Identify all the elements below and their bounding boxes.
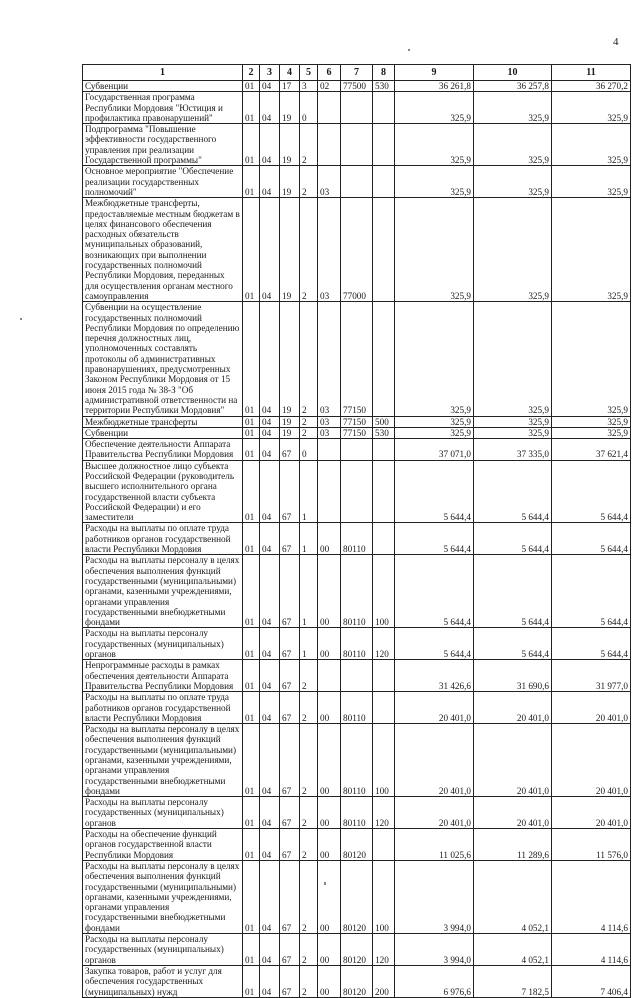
code-subsection: 04 — [260, 124, 280, 166]
code-section: 01 — [243, 460, 260, 523]
amount-col10: 325,9 — [474, 302, 552, 416]
code-section: 01 — [243, 166, 260, 198]
amount-col11: 325,9 — [552, 416, 631, 427]
code-program: 67 — [280, 555, 300, 628]
amount-col11: 20 401,0 — [552, 692, 631, 724]
code-subprogram: 2 — [300, 934, 318, 966]
amount-col10: 20 401,0 — [474, 797, 552, 829]
code-section: 01 — [243, 724, 260, 797]
code-section: 01 — [243, 692, 260, 724]
code-direction: 80120 — [341, 829, 373, 861]
column-header: 1 — [83, 65, 243, 81]
amount-col10: 325,9 — [474, 92, 552, 124]
amount-col10: 325,9 — [474, 416, 552, 427]
row-name: Высшее должностное лицо субъекта Российской Федерации (руководитель высшего исполнительного органа государственной власти субъекта Российской Федерации) и его заместители — [83, 460, 243, 523]
amount-col9: 31 426,6 — [395, 660, 474, 692]
amount-col10: 20 401,0 — [474, 724, 552, 797]
amount-col9: 5 644,4 — [395, 460, 474, 523]
code-activity: 00 — [318, 555, 341, 628]
code-activity: 03 — [318, 198, 341, 302]
code-expense-type: 120 — [373, 628, 395, 660]
code-program: 67 — [280, 660, 300, 692]
column-header: 2 — [243, 65, 260, 81]
code-activity: 00 — [318, 628, 341, 660]
budget-table — [82, 64, 631, 998]
code-subsection: 04 — [260, 660, 280, 692]
table-row — [83, 302, 631, 416]
code-section: 01 — [243, 523, 260, 555]
code-subprogram: 2 — [300, 427, 318, 438]
code-activity — [318, 92, 341, 124]
amount-col9: 20 401,0 — [395, 724, 474, 797]
code-activity: 00 — [318, 934, 341, 966]
amount-col11: 11 576,0 — [552, 829, 631, 861]
code-section: 01 — [243, 934, 260, 966]
amount-col9: 5 644,4 — [395, 628, 474, 660]
code-direction: 80110 — [341, 555, 373, 628]
amount-col11: 20 401,0 — [552, 724, 631, 797]
row-name: Расходы на выплаты персоналу государственных (муниципальных) органов — [83, 628, 243, 660]
column-header: 4 — [280, 65, 300, 81]
table-row — [83, 460, 631, 523]
code-direction — [341, 166, 373, 198]
row-name: Субвенции — [83, 427, 243, 438]
code-program: 19 — [280, 166, 300, 198]
amount-col9: 20 401,0 — [395, 692, 474, 724]
code-activity: 00 — [318, 829, 341, 861]
row-name: Расходы на обеспечение функций органов государственной власти Республики Мордовия — [83, 829, 243, 861]
code-subprogram: 0 — [300, 92, 318, 124]
amount-col9: 325,9 — [395, 92, 474, 124]
code-subsection: 04 — [260, 628, 280, 660]
column-header: 10 — [474, 65, 552, 81]
column-header: 9 — [395, 65, 474, 81]
code-direction: 80110 — [341, 628, 373, 660]
amount-col9: 5 644,4 — [395, 523, 474, 555]
amount-col9: 325,9 — [395, 166, 474, 198]
code-program: 19 — [280, 302, 300, 416]
table-row — [83, 124, 631, 166]
table-row — [83, 628, 631, 660]
amount-col10: 325,9 — [474, 166, 552, 198]
code-program: 67 — [280, 724, 300, 797]
amount-col11: 37 621,4 — [552, 439, 631, 461]
code-program: 67 — [280, 460, 300, 523]
amount-col11: 4 114,6 — [552, 934, 631, 966]
code-expense-type — [373, 660, 395, 692]
code-expense-type — [373, 198, 395, 302]
amount-col11: 5 644,4 — [552, 555, 631, 628]
code-subsection: 04 — [260, 934, 280, 966]
code-direction: 80110 — [341, 797, 373, 829]
amount-col11: 7 406,4 — [552, 965, 631, 997]
code-activity: 00 — [318, 692, 341, 724]
amount-col10: 4 052,1 — [474, 934, 552, 966]
code-expense-type — [373, 92, 395, 124]
amount-col10: 11 289,6 — [474, 829, 552, 861]
row-name: Расходы на выплаты персоналу государственных (муниципальных) органов — [83, 934, 243, 966]
code-subsection: 04 — [260, 166, 280, 198]
amount-col9: 5 644,4 — [395, 555, 474, 628]
code-program: 19 — [280, 427, 300, 438]
code-subsection: 04 — [260, 416, 280, 427]
row-name: Основное мероприятие "Обеспечение реализации государственных полномочий" — [83, 166, 243, 198]
code-activity: 00 — [318, 797, 341, 829]
code-direction — [341, 460, 373, 523]
page-number: 4 — [613, 36, 619, 48]
code-section: 01 — [243, 797, 260, 829]
code-direction: 80120 — [341, 934, 373, 966]
column-header: 3 — [260, 65, 280, 81]
row-name: Субвенции — [83, 81, 243, 92]
code-expense-type: 530 — [373, 81, 395, 92]
code-activity: 03 — [318, 166, 341, 198]
row-name: Расходы на выплаты по оплате труда работников органов государственной власти Республики Мордовия — [83, 523, 243, 555]
amount-col9: 325,9 — [395, 427, 474, 438]
code-activity: 02 — [318, 81, 341, 92]
table-row — [83, 92, 631, 124]
code-section: 01 — [243, 198, 260, 302]
code-program: 67 — [280, 934, 300, 966]
code-subprogram: 1 — [300, 555, 318, 628]
code-subsection: 04 — [260, 829, 280, 861]
table-row — [83, 416, 631, 427]
code-section: 01 — [243, 628, 260, 660]
table-row — [83, 439, 631, 461]
code-activity: 00 — [318, 860, 341, 933]
amount-col9: 36 261,8 — [395, 81, 474, 92]
code-section: 01 — [243, 81, 260, 92]
amount-col10: 5 644,4 — [474, 460, 552, 523]
code-subsection: 04 — [260, 692, 280, 724]
amount-col10: 7 182,5 — [474, 965, 552, 997]
code-activity — [318, 460, 341, 523]
table-row — [83, 660, 631, 692]
amount-col10: 5 644,4 — [474, 523, 552, 555]
code-direction: 77000 — [341, 198, 373, 302]
code-expense-type: 120 — [373, 797, 395, 829]
code-direction — [341, 92, 373, 124]
code-subsection: 04 — [260, 860, 280, 933]
table-row — [83, 860, 631, 933]
amount-col11: 325,9 — [552, 427, 631, 438]
code-expense-type: 120 — [373, 934, 395, 966]
code-expense-type: 500 — [373, 416, 395, 427]
amount-col11: 325,9 — [552, 124, 631, 166]
code-expense-type — [373, 829, 395, 861]
row-name: Субвенции на осуществление государственных полномочий Республики Мордовия по определению перечня должностных лиц, уполномоченных составлять протоколы об административных правонарушениях, предусмотренных Законом Республики Мордовия от 15 июня 2015 года № 38-З "Об административной ответственности на территории Республики Мордовия" — [83, 302, 243, 416]
code-section: 01 — [243, 829, 260, 861]
code-activity: 00 — [318, 965, 341, 997]
row-name: Непрограммные расходы в рамках обеспечения деятельности Аппарата Правительства Республики Мордовия — [83, 660, 243, 692]
code-subprogram: 1 — [300, 523, 318, 555]
code-subprogram: 2 — [300, 692, 318, 724]
amount-col11: 325,9 — [552, 92, 631, 124]
code-section: 01 — [243, 555, 260, 628]
code-expense-type — [373, 692, 395, 724]
amount-col11: 5 644,4 — [552, 523, 631, 555]
code-subprogram: 2 — [300, 416, 318, 427]
table-body — [83, 81, 631, 998]
code-direction — [341, 124, 373, 166]
code-subsection: 04 — [260, 302, 280, 416]
code-direction: 77500 — [341, 81, 373, 92]
code-subprogram: 2 — [300, 829, 318, 861]
row-name: Расходы на выплаты персоналу государственных (муниципальных) органов — [83, 797, 243, 829]
amount-col11: 5 644,4 — [552, 628, 631, 660]
row-name: Расходы на выплаты персоналу в целях обеспечения выполнения функций государственными (муниципальными) органами, казенными учреждениями, органами управления государственными внебюджетными фондами — [83, 555, 243, 628]
code-activity — [318, 439, 341, 461]
amount-col11: 20 401,0 — [552, 797, 631, 829]
amount-col10: 4 052,1 — [474, 860, 552, 933]
code-subsection: 04 — [260, 797, 280, 829]
table-row — [83, 934, 631, 966]
code-section: 01 — [243, 427, 260, 438]
row-name: Межбюджетные трансферты, предоставляемые местным бюджетам в целях финансового обеспечения расходных обязательств муниципальных образований, возникающих при выполнении государственных полномочий Республики Мордовия, переданных для осуществления органам местного самоуправления — [83, 198, 243, 302]
amount-col9: 3 994,0 — [395, 934, 474, 966]
code-program: 67 — [280, 965, 300, 997]
header-row — [83, 65, 631, 81]
code-program: 67 — [280, 860, 300, 933]
code-activity — [318, 660, 341, 692]
code-direction: 80120 — [341, 860, 373, 933]
code-section: 01 — [243, 124, 260, 166]
scan-speck — [324, 882, 326, 885]
code-subprogram: 2 — [300, 302, 318, 416]
code-subprogram: 2 — [300, 797, 318, 829]
code-subsection: 04 — [260, 724, 280, 797]
code-subsection: 04 — [260, 92, 280, 124]
code-activity: 03 — [318, 302, 341, 416]
amount-col11: 325,9 — [552, 302, 631, 416]
code-subprogram: 2 — [300, 660, 318, 692]
code-direction: 80110 — [341, 523, 373, 555]
code-section: 01 — [243, 860, 260, 933]
code-expense-type — [373, 124, 395, 166]
column-header: 8 — [373, 65, 395, 81]
table-row — [83, 166, 631, 198]
column-header: 11 — [552, 65, 631, 81]
code-subprogram: 1 — [300, 460, 318, 523]
amount-col10: 31 690,6 — [474, 660, 552, 692]
amount-col11: 325,9 — [552, 166, 631, 198]
code-expense-type — [373, 523, 395, 555]
amount-col9: 11 025,6 — [395, 829, 474, 861]
code-subprogram: 2 — [300, 965, 318, 997]
amount-col10: 5 644,4 — [474, 628, 552, 660]
table-row — [83, 692, 631, 724]
amount-col11: 325,9 — [552, 198, 631, 302]
code-section: 01 — [243, 302, 260, 416]
table-row — [83, 81, 631, 92]
code-program: 19 — [280, 124, 300, 166]
column-header: 5 — [300, 65, 318, 81]
code-expense-type — [373, 302, 395, 416]
code-direction: 77150 — [341, 302, 373, 416]
amount-col10: 37 335,0 — [474, 439, 552, 461]
amount-col10: 5 644,4 — [474, 555, 552, 628]
code-subprogram: 2 — [300, 198, 318, 302]
code-program: 19 — [280, 198, 300, 302]
code-section: 01 — [243, 965, 260, 997]
code-activity: 00 — [318, 523, 341, 555]
code-program: 17 — [280, 81, 300, 92]
amount-col10: 325,9 — [474, 198, 552, 302]
code-subprogram: 2 — [300, 860, 318, 933]
row-name: Подпрограмма "Повышение эффективности государственного управления при реализации Государственной программы" — [83, 124, 243, 166]
code-expense-type — [373, 166, 395, 198]
code-section: 01 — [243, 660, 260, 692]
code-subsection: 04 — [260, 81, 280, 92]
table-row — [83, 555, 631, 628]
code-program: 67 — [280, 523, 300, 555]
code-direction: 80110 — [341, 724, 373, 797]
code-subprogram: 0 — [300, 439, 318, 461]
code-activity: 03 — [318, 416, 341, 427]
amount-col9: 325,9 — [395, 302, 474, 416]
code-program: 67 — [280, 692, 300, 724]
code-subsection: 04 — [260, 439, 280, 461]
table-row — [83, 427, 631, 438]
code-program: 67 — [280, 797, 300, 829]
amount-col9: 3 994,0 — [395, 860, 474, 933]
table-row — [83, 965, 631, 997]
row-name: Межбюджетные трансферты — [83, 416, 243, 427]
row-name: Расходы на выплаты по оплате труда работников органов государственной власти Республики Мордовия — [83, 692, 243, 724]
code-expense-type: 200 — [373, 965, 395, 997]
code-subsection: 04 — [260, 460, 280, 523]
column-header: 6 — [318, 65, 341, 81]
code-activity — [318, 124, 341, 166]
column-header: 7 — [341, 65, 373, 81]
code-program: 67 — [280, 628, 300, 660]
code-direction: 77150 — [341, 427, 373, 438]
code-direction: 80110 — [341, 692, 373, 724]
scan-speck — [20, 318, 22, 320]
scan-speck — [408, 49, 410, 51]
code-subprogram: 3 — [300, 81, 318, 92]
code-activity: 00 — [318, 724, 341, 797]
amount-col9: 325,9 — [395, 416, 474, 427]
amount-col9: 6 976,6 — [395, 965, 474, 997]
row-name: Расходы на выплаты персоналу в целях обеспечения выполнения функций государственными (муниципальными) органами, казенными учреждениями, органами управления государственными внебюджетными фондами — [83, 860, 243, 933]
code-program: 67 — [280, 439, 300, 461]
row-name: Расходы на выплаты персоналу в целях обеспечения выполнения функций государственными (муниципальными) органами, казенными учреждениями, органами управления государственными внебюджетными фондами — [83, 724, 243, 797]
code-expense-type — [373, 439, 395, 461]
code-section: 01 — [243, 439, 260, 461]
code-subsection: 04 — [260, 965, 280, 997]
code-direction: 80120 — [341, 965, 373, 997]
code-expense-type: 100 — [373, 724, 395, 797]
code-subsection: 04 — [260, 523, 280, 555]
amount-col9: 20 401,0 — [395, 797, 474, 829]
amount-col11: 31 977,0 — [552, 660, 631, 692]
code-direction: 77150 — [341, 416, 373, 427]
amount-col9: 325,9 — [395, 124, 474, 166]
code-subsection: 04 — [260, 555, 280, 628]
code-expense-type: 100 — [373, 555, 395, 628]
amount-col11: 5 644,4 — [552, 460, 631, 523]
code-program: 19 — [280, 416, 300, 427]
table-row — [83, 198, 631, 302]
row-name: Обеспечение деятельности Аппарата Правительства Республики Мордовия — [83, 439, 243, 461]
amount-col10: 325,9 — [474, 427, 552, 438]
code-subsection: 04 — [260, 427, 280, 438]
code-direction — [341, 660, 373, 692]
code-subsection: 04 — [260, 198, 280, 302]
amount-col9: 325,9 — [395, 198, 474, 302]
amount-col10: 20 401,0 — [474, 692, 552, 724]
code-activity: 03 — [318, 427, 341, 438]
code-subprogram: 2 — [300, 724, 318, 797]
amount-col11: 36 270,2 — [552, 81, 631, 92]
code-section: 01 — [243, 416, 260, 427]
amount-col10: 325,9 — [474, 124, 552, 166]
code-section: 01 — [243, 92, 260, 124]
row-name: Государственная программа Республики Мордовия "Юстиция и профилактика правонарушений" — [83, 92, 243, 124]
code-subprogram: 2 — [300, 124, 318, 166]
table-row — [83, 829, 631, 861]
code-subprogram: 1 — [300, 628, 318, 660]
code-expense-type — [373, 460, 395, 523]
row-name: Закупка товаров, работ и услуг для обеспечения государственных (муниципальных) нужд — [83, 965, 243, 997]
amount-col10: 36 257,8 — [474, 81, 552, 92]
code-expense-type: 100 — [373, 860, 395, 933]
table-row — [83, 523, 631, 555]
code-expense-type: 530 — [373, 427, 395, 438]
code-direction — [341, 439, 373, 461]
code-subprogram: 2 — [300, 166, 318, 198]
table-row — [83, 724, 631, 797]
code-program: 67 — [280, 829, 300, 861]
amount-col11: 4 114,6 — [552, 860, 631, 933]
amount-col9: 37 071,0 — [395, 439, 474, 461]
code-program: 19 — [280, 92, 300, 124]
table-row — [83, 797, 631, 829]
